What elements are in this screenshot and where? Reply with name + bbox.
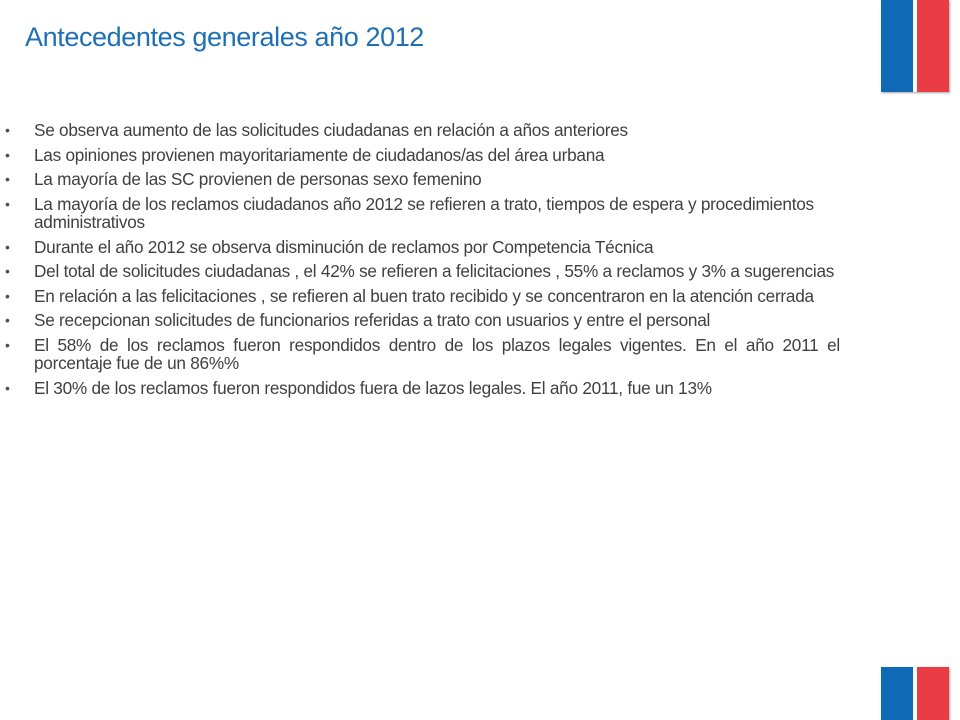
bullet-dot: •: [5, 146, 10, 163]
flag-blue-stripe: [881, 667, 913, 720]
bullet-text: Del total de solicitudes ciudadanas , el 42% se refieren a felicitaciones , 55% a reclamos y 3% a sugerencias: [34, 261, 835, 281]
bullet-item: [5, 311, 840, 330]
bullet-dot: •: [5, 336, 10, 353]
bullet-text: El 30% de los reclamos fueron respondidos fuera de lazos legales. El año 2011, fue un 13%: [34, 377, 712, 398]
bullet-text: En relación a las felicitaciones , se refieren al buen trato recibido y se concentraron en la atención cerrada: [34, 285, 814, 306]
bullet-item: [5, 262, 840, 281]
bullet-dot: •: [5, 195, 10, 212]
bullet-item: [5, 336, 840, 373]
bullet-text: Las opiniones provienen mayoritariamente de ciudadanos/as del área urbana: [34, 144, 605, 165]
bullet-item: [5, 195, 840, 232]
bullet-item: [5, 238, 840, 257]
bullet-list: [5, 121, 840, 403]
bullet-dot: •: [5, 287, 10, 304]
bullet-text: El 58% de los reclamos fueron respondidos dentro de los plazos legales vigentes. En el año 2011 el porcentaje fue de un 86%%: [34, 334, 840, 373]
bullet-item: [5, 379, 840, 398]
flag-red-stripe: [917, 667, 949, 720]
chile-flag-logo: [881, 0, 949, 92]
slide-title: Antecedentes generales año 2012: [25, 22, 424, 52]
bullet-dot: •: [5, 263, 10, 279]
bullet-text: La mayoría de las SC provienen de personas sexo femenino: [34, 169, 482, 189]
bullet-dot: •: [5, 171, 10, 187]
bullet-text: La mayoría de los reclamos ciudadanos año 2012 se refieren a trato, tiempos de espera y procedimientos administrativos: [34, 193, 814, 232]
bullet-dot: •: [5, 238, 10, 255]
flag-blue-stripe: [881, 0, 913, 92]
bullet-dot: •: [5, 379, 10, 396]
chile-flag-logo-footer: [881, 667, 949, 720]
bullet-item: [5, 170, 840, 189]
bullet-item: [5, 287, 840, 306]
bullet-text: Se observa aumento de las solicitudes ciudadanas en relación a años anteriores: [34, 120, 628, 140]
bullet-text: Durante el año 2012 se observa disminución de reclamos por Competencia Técnica: [34, 236, 654, 257]
bullet-item: [5, 146, 840, 165]
bullet-item: [5, 121, 840, 140]
flag-red-stripe: [917, 0, 949, 92]
bullet-text: Se recepcionan solicitudes de funcionarios referidas a trato con usuarios y entre el personal: [34, 310, 711, 330]
bullet-dot: •: [5, 312, 10, 328]
bullet-dot: •: [5, 122, 10, 138]
